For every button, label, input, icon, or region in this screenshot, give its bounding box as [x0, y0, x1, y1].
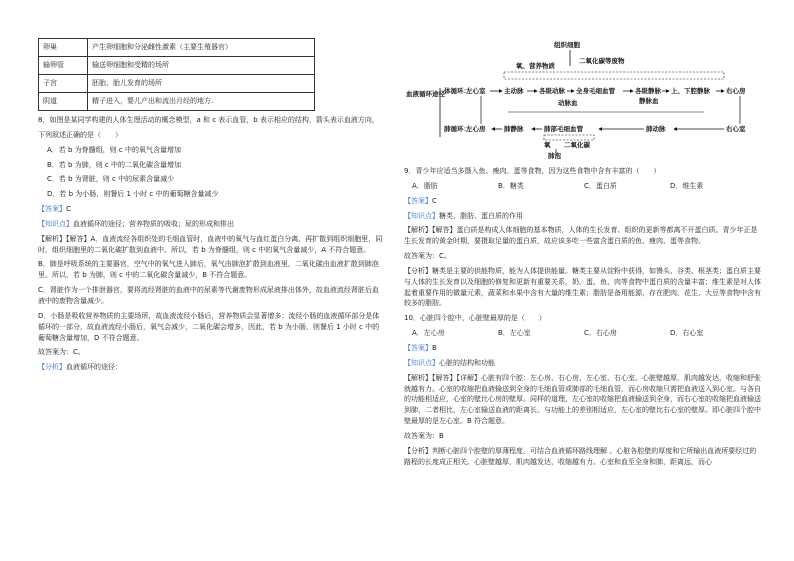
q10-option-b: B．左心室	[498, 329, 531, 338]
body-capillary-label: 全身毛细血管	[576, 87, 615, 95]
q10-option-d: D．右心室	[670, 329, 704, 338]
table-row: 子宫 胚胎、胎儿发育的场所	[39, 75, 315, 93]
q10-option-a: A．左心房	[412, 329, 445, 338]
circulation-label: 血液循环途径	[406, 90, 445, 98]
co2-waste-label: 二氧化碳等废物	[579, 57, 625, 65]
pulmonary-circulation-label: 肺循环：	[444, 125, 470, 133]
tissue-cell-label: 组织细胞	[554, 41, 580, 49]
left-ventricle-label: 左心室	[466, 87, 486, 95]
body-circulation-label: 体循环：	[444, 87, 470, 95]
table-row: 输卵管 输送卵细胞和受精的场所	[39, 57, 315, 75]
table-row: 卵巢 产生卵细胞和分泌雌性激素（主要生殖器官）	[39, 39, 315, 57]
q9-explanation: 【解析】【解答】蛋白质是构成人体细胞的基本物质，人体的生长发育、组织的更新等都离不开蛋白质。青少年正是生长发育的黄金时期，要摄取足量的蛋白质，故应该多吃一些富含蛋白质的鱼、瘦肉、蛋等食物。	[404, 226, 758, 246]
oxygen-nutrient-label: 氧、营养物质	[516, 62, 555, 70]
veins-label: 各级静脉	[635, 87, 661, 95]
q9-knowledge-point: 【知识点】糖类、脂肪、蛋白质的作用	[404, 211, 523, 220]
organ-table	[38, 38, 315, 111]
q8-option-d: D．若 b 为小肠，则餐后 1 小时 c 中的葡萄糖含量减少	[47, 190, 219, 199]
aorta-label: 主动脉	[504, 87, 524, 95]
q10-explanation: 【解析】【解答】【详解】心脏有四个腔：左心房、右心房、左心室、右心室。心脏壁越厚，肌肉越发达，收缩和舒张就越有力。心室的收缩把血液输送到全身的毛细血管或肺部的毛细血管，而心房收缩只需把血液送入到心室。与各自的功能相适应，心室的壁比心房的壁厚。同样的道理，左心室的收缩把血液输送到全身，而右心室的收缩把血液输送到肺，二者相比，左心室输送血液的距离长。与功能上的差别相适应，左心室的壁比右心室的壁厚。即心脏四个腔中壁最厚的是左心室。B 符合题意。	[404, 373, 761, 426]
q8-stem: 8．如图是某同学构建的人体生理活动的概念模型，a 和 c 表示血管，b 表示相应的结构，箭头表示血液方向，	[38, 116, 379, 124]
lung-exchange-box	[544, 135, 594, 140]
q8-option-c: C．若 b 为肾脏，则 c 中的尿素含量减少	[47, 175, 175, 184]
q9-final: 故答案为：C。	[404, 252, 451, 261]
q10-answer: 【答案】B	[404, 343, 437, 352]
q9-answer: 【答案】C	[404, 196, 437, 205]
q8-answer: 【答案】C	[38, 205, 71, 214]
exchange-box	[504, 72, 724, 79]
left-column	[38, 38, 383, 373]
q8-knowledge-point: 【知识点】血液循环的途径；营养物质的吸收；尿的形成和排出	[38, 219, 234, 228]
q10-final: 故答案为：B	[404, 431, 444, 440]
q10-option-c: C．右心房	[584, 329, 617, 338]
lung-capillary-label: 肺部毛细血管	[544, 125, 583, 133]
right-column	[404, 36, 762, 467]
q8-analysis-d: D．小肠是吸收营养物质的主要场所，故血液流经小肠后，营养物质会显著增多；流经小肠的血液循环部分是体循环的一部分，故血液流经小肠后，氧气会减少，二氧化碳会增多，因此，若 b 为小肠，则餐后 1 小时 c 中的葡萄糖含量增加，D 不符合题意。	[38, 311, 380, 342]
alveoli-label: 肺泡	[548, 152, 561, 160]
left-atrium-label: 左心房	[466, 125, 486, 133]
q9-option-d: D．维生素	[670, 181, 704, 190]
q10-analysis: 【分析】判断心脏四个腔壁的厚薄程度，可结合血液循环路线理解 。心脏各腔壁的厚度和它所输出血液所要经过的路程的长度成正相关。心脏壁越厚，肌肉越发达，收缩越有力。心室和血至全身和肺，距离远，而心	[404, 446, 757, 466]
co2-label: 二氧化碳	[564, 141, 590, 149]
arteries-label: 各级动脉	[539, 87, 565, 95]
q8-analysis-b: B．肺是呼吸系统的主要器官，空气中的氧气进入肺后，氧气由肺泡扩散到血液里，二氧化碳由血液扩散到肺泡里。所以，若 b 为肺，则 c 中的二氧化碳含量减少，B 不符合题意。	[38, 260, 379, 280]
q8-analysis-c: C．肾脏作为一个排泄器官，要将流经肾脏的血液中的尿素等代谢废物形成尿液排出体外，故血液流经肾脏后血液中的废物含量减少。	[38, 286, 379, 305]
q8-option-b: B．若 b 为肺，则 c 中的二氧化碳含量增加	[47, 160, 181, 169]
q9-options	[404, 181, 762, 192]
q8-stem-2: 下列叙述正确的是（ ）	[38, 130, 122, 139]
right-atrium-label: 右心房	[726, 87, 746, 95]
q10-stem: 10．心脏四个腔中，心脏壁最厚的是（ ）	[404, 314, 546, 323]
q8-analysis-note: 【分析】血液循环的途径：	[38, 363, 122, 372]
right-ventricle-label: 右心室	[726, 125, 746, 133]
oxygen-label: 氧	[544, 141, 551, 149]
pulmonary-vein-label: 肺静脉	[504, 125, 524, 133]
q9-stem: 9．青少年应适当多摄入鱼、瘦肉、蛋等食物，因为这些食物中含有丰富的（ ）	[404, 167, 661, 175]
circulation-diagram	[404, 36, 762, 160]
q9-option-a: A．脂肪	[412, 181, 438, 190]
artery-blood-label: 动脉血	[558, 99, 578, 107]
q8-analysis-a: 【解析】【解答】A．血液流经各组织处的毛细血管时，血液中的氧气与血红蛋白分离，再扩散到组织细胞里，同时，组织细胞里的二氧化碳扩散到血液中。所以，若 b 为脊髓组，则 c 中的氧气含量减少，A 不符合题意。	[38, 234, 383, 254]
pulmonary-artery-label: 肺动脉	[646, 125, 666, 133]
table-row: 阴道 精子进入，婴儿产出和流出月经的地方.	[39, 93, 315, 111]
q10-knowledge-point: 【知识点】心脏的结构和功能	[404, 358, 495, 367]
vena-cava-label: 上、下腔静脉	[671, 87, 710, 95]
q8-final: 故答案为：C。	[38, 348, 85, 357]
q9-analysis: 【分析】糖类是主要的供能物质，能为人体提供能量。糖类主要从淀粉中获得，如馒头、谷类、根茎类；蛋白质主要与人体的生长发育以及细胞的修复和更新有重要关系，奶、蛋、鱼、肉等食物中蛋白质的含量丰富；维生素是对人体起着重要作用的微量元素，蔬菜和水果中含有大量的维生素；脂肪是备用能源，存在肥肉、花生、大豆等食物中含有较多的脂肪。	[404, 266, 761, 308]
vein-blood-label: 静脉血	[639, 97, 659, 105]
q8-option-a: A．若 b 为脊髓组，则 c 中的氧气含量增加	[47, 145, 181, 154]
q9-option-b: B．糖类	[498, 181, 524, 190]
q10-options	[404, 328, 762, 339]
q9-option-c: C．蛋白质	[584, 181, 617, 190]
